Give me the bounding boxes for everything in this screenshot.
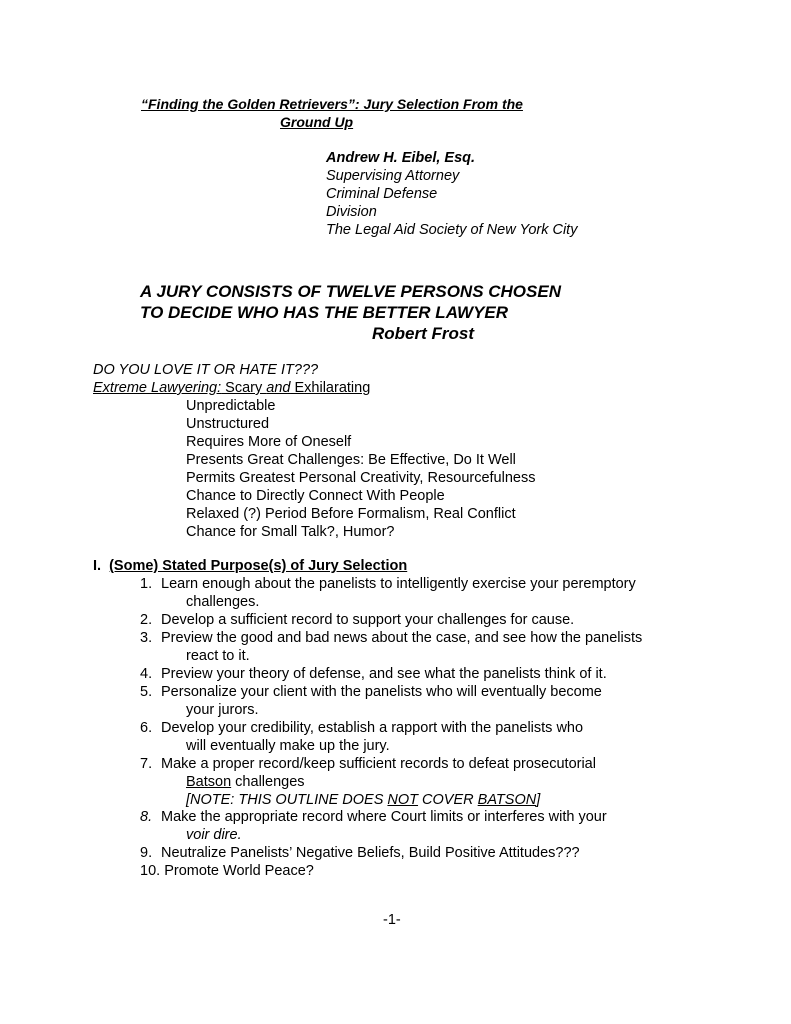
list-item: Chance for Small Talk?, Humor?: [186, 524, 395, 540]
title-ground: Ground: [280, 114, 331, 130]
batson-note: [NOTE: THIS OUTLINE DOES NOT COVER BATSON]: [186, 792, 541, 808]
purpose-item-6: 6. Develop your credibility, establish a rapport with the panelists who: [140, 720, 584, 736]
quote-line-1: A JURY CONSISTS OF TWELVE PERSONS CHOSEN: [140, 282, 561, 301]
extreme-lawyering-line: [93, 379, 370, 397]
list-item: Presents Great Challenges: Be Effective, Do It Well: [186, 452, 516, 468]
intro-list: [186, 397, 535, 541]
author-name: Andrew H. Eibel, Esq.: [326, 150, 476, 166]
purpose-item-10: 10. Promote World Peace?: [140, 863, 314, 879]
purpose-item-3-cont: react to it.: [186, 648, 250, 664]
list-item: Permits Greatest Personal Creativity, Resourcefulness: [186, 470, 536, 486]
purpose-item-9: 9. Neutralize Panelists’ Negative Beliefs, Build Positive Attitudes???: [140, 845, 580, 861]
author-role: Supervising Attorney: [326, 168, 460, 184]
purpose-item-1-cont: challenges.: [186, 594, 260, 610]
quote-attribution: Robert Frost: [372, 324, 474, 343]
purpose-item-8-cont: voir dire.: [186, 827, 242, 843]
extreme-and: and: [266, 380, 291, 396]
list-item: Requires More of Oneself: [186, 434, 352, 450]
section-title: (Some) Stated Purpose(s) of Jury Selection: [109, 558, 408, 574]
author-block: [326, 149, 577, 239]
list-item: Relaxed (?) Period Before Formalism, Real Conflict: [186, 506, 516, 522]
purpose-item-5-cont: your jurors.: [186, 702, 259, 718]
purpose-item-4: 4. Preview your theory of defense, and see what the panelists think of it.: [140, 666, 607, 682]
purpose-item-2: 2. Develop a sufficient record to support your challenges for cause.: [140, 612, 575, 628]
intro-question: DO YOU LOVE IT OR HATE IT???: [93, 362, 319, 378]
purpose-item-7-cont: Batson challenges: [186, 774, 305, 790]
author-organization: The Legal Aid Society of New York City: [326, 222, 578, 238]
purpose-item-6-cont: will eventually make up the jury.: [186, 738, 390, 754]
document-title-line-2: [280, 114, 353, 130]
title-line-1: “Finding the Golden Retrievers”: Jury Selection From the: [141, 96, 523, 112]
extreme-exhilarating: Exhilarating: [290, 380, 371, 396]
document-title: [141, 96, 523, 112]
section-heading: [93, 557, 407, 575]
purpose-item-3: 3. Preview the good and bad news about the case, and see how the panelists: [140, 630, 643, 646]
purpose-item-1: 1. Learn enough about the panelists to intelligently exercise your peremptory: [140, 576, 636, 592]
purpose-item-8: 8. Make the appropriate record where Court limits or interferes with your: [140, 809, 607, 825]
author-division: Criminal Defense: [326, 186, 438, 202]
title-up: Up: [334, 114, 354, 130]
extreme-scary: Scary: [221, 380, 267, 396]
list-item: Unpredictable: [186, 398, 276, 414]
page-number: -1-: [383, 912, 401, 928]
purpose-item-5: 5. Personalize your client with the panelists who will eventually become: [140, 684, 602, 700]
section-numeral: I.: [93, 558, 102, 574]
author-division-2: Division: [326, 204, 377, 220]
purpose-item-7: 7. Make a proper record/keep sufficient records to defeat prosecutorial: [140, 756, 596, 772]
list-item: Unstructured: [186, 416, 270, 432]
list-item: Chance to Directly Connect With People: [186, 488, 445, 504]
quote-line-2: TO DECIDE WHO HAS THE BETTER LAWYER: [140, 303, 509, 322]
extreme-label: Extreme Lawyering:: [93, 380, 222, 396]
